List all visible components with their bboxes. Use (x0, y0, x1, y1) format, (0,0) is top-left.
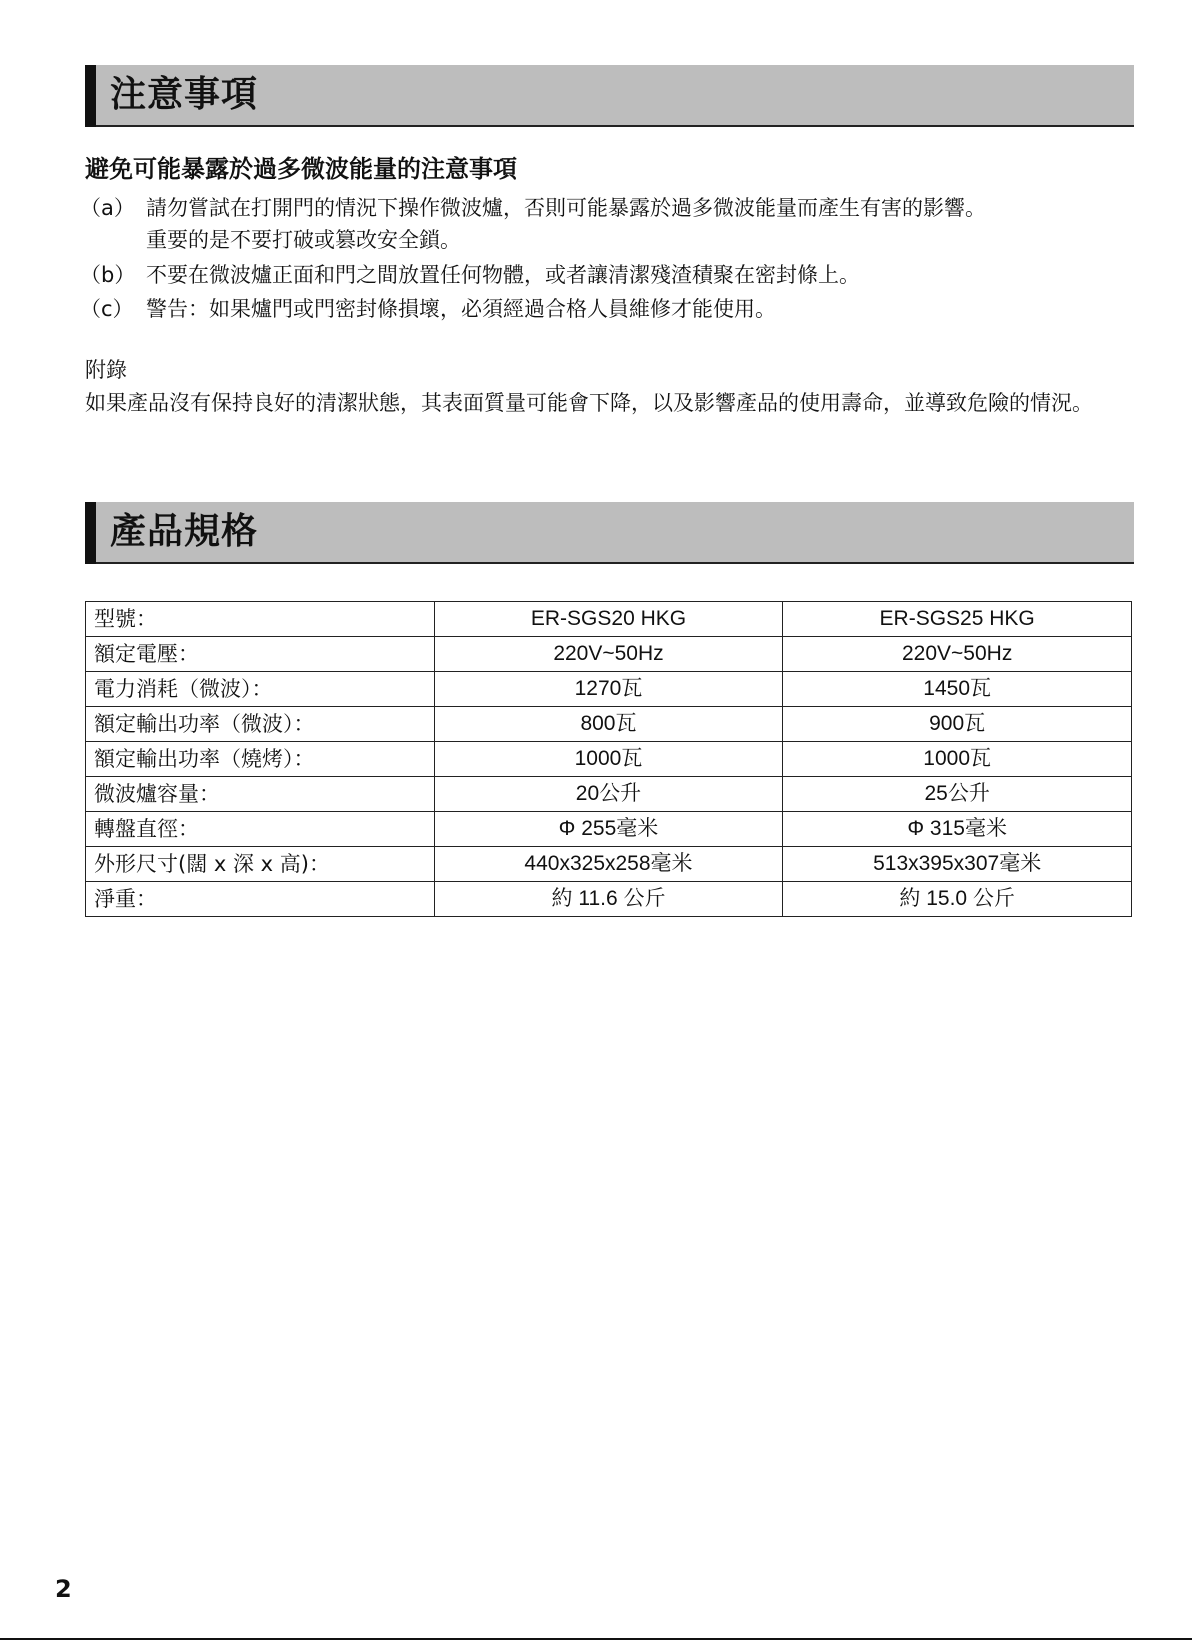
section-header-bar (85, 502, 96, 564)
note-text: 警告：如果爐門或門密封條損壞，必須經過合格人員維修才能使用。 (146, 297, 776, 321)
table-row (86, 707, 1132, 742)
table-row (86, 602, 1132, 637)
appendix-body: 如果產品沒有保持良好的清潔狀態，其表面質量可能會下降，以及影響產品的使用壽命，並導致危險的情況。 (85, 391, 1093, 415)
section-header-precautions (85, 65, 1134, 127)
table-row (86, 847, 1132, 882)
spec-label: 額定電壓： (86, 637, 435, 672)
spec-value: 220V~50Hz (783, 637, 1132, 672)
section-header-specifications (85, 502, 1134, 564)
note-c (80, 293, 776, 325)
page-number: 2 (55, 1575, 72, 1603)
spec-value: 440x325x258毫米 (434, 847, 783, 882)
spec-value: Φ 315毫米 (783, 812, 1132, 847)
table-row (86, 812, 1132, 847)
bottom-rule (0, 1638, 1192, 1640)
spec-label: 型號： (86, 602, 435, 637)
spec-label: 外形尺寸(闊 x 深 x 高)： (86, 847, 435, 882)
spec-value: Φ 255毫米 (434, 812, 783, 847)
table-row (86, 742, 1132, 777)
section-header-bar (85, 65, 96, 127)
table-row (86, 637, 1132, 672)
spec-label: 額定輸出功率（燒烤）： (86, 742, 435, 777)
spec-label: 轉盤直徑： (86, 812, 435, 847)
spec-value: 1450瓦 (783, 672, 1132, 707)
section-title: 注意事項 (110, 74, 259, 115)
precautions-subtitle: 避免可能暴露於過多微波能量的注意事項 (85, 155, 517, 183)
spec-value: 1000瓦 (434, 742, 783, 777)
spec-label: 微波爐容量： (86, 777, 435, 812)
note-text: 請勿嘗試在打開門的情況下操作微波爐，否則可能暴露於過多微波能量而產生有害的影響。 (146, 196, 986, 220)
table-row (86, 777, 1132, 812)
note-mark: （a） (80, 196, 135, 220)
note-a (80, 192, 986, 224)
spec-value: 25公升 (783, 777, 1132, 812)
note-b (80, 259, 860, 291)
note-mark: （c） (80, 297, 134, 321)
spec-table (85, 601, 1132, 917)
table-row (86, 672, 1132, 707)
spec-label: 電力消耗（微波）： (86, 672, 435, 707)
spec-value: 513x395x307毫米 (783, 847, 1132, 882)
note-mark: （b） (80, 263, 136, 287)
spec-value: 800瓦 (434, 707, 783, 742)
table-row (86, 882, 1132, 917)
spec-value: 約 11.6 公斤 (434, 882, 783, 917)
spec-label: 淨重： (86, 882, 435, 917)
spec-value: 1270瓦 (434, 672, 783, 707)
spec-label: 額定輸出功率（微波）： (86, 707, 435, 742)
appendix-title: 附錄 (85, 358, 127, 382)
spec-value: ER-SGS25 HKG (783, 602, 1132, 637)
spec-value: 1000瓦 (783, 742, 1132, 777)
spec-value: 900瓦 (783, 707, 1132, 742)
spec-value: 220V~50Hz (434, 637, 783, 672)
note-text: 不要在微波爐正面和門之間放置任何物體，或者讓清潔殘渣積聚在密封條上。 (146, 263, 860, 287)
note-a-continuation: 重要的是不要打破或篡改安全鎖。 (146, 228, 461, 252)
spec-value: 20公升 (434, 777, 783, 812)
section-title: 產品規格 (110, 511, 259, 552)
spec-value: ER-SGS20 HKG (434, 602, 783, 637)
spec-value: 約 15.0 公斤 (783, 882, 1132, 917)
